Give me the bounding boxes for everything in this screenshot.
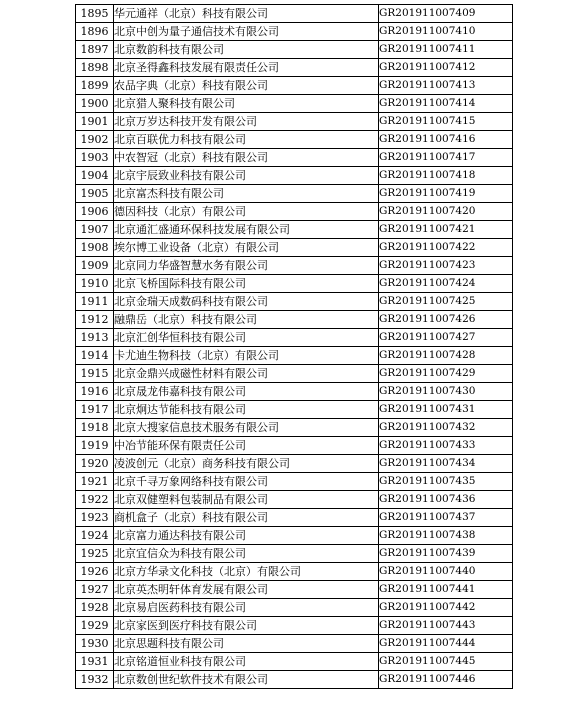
company-name-cell: 北京思题科技有限公司 [114,635,379,653]
certificate-code-cell: GR201911007416 [379,131,513,149]
table-body [76,5,513,689]
table-row [76,545,513,563]
table-row [76,239,513,257]
table-row [76,401,513,419]
row-number-cell: 1911 [76,293,114,311]
row-number-cell: 1904 [76,167,114,185]
company-name-cell: 北京圣得鑫科技发展有限责任公司 [114,59,379,77]
table-row [76,509,513,527]
table-row [76,167,513,185]
certificate-code-cell: GR201911007442 [379,599,513,617]
certificate-code-cell: GR201911007432 [379,419,513,437]
certificate-code-cell: GR201911007417 [379,149,513,167]
company-name-cell: 北京通汇盛通环保科技发展有限公司 [114,221,379,239]
company-name-cell: 埃尔博工业设备（北京）有限公司 [114,239,379,257]
row-number-cell: 1919 [76,437,114,455]
certificate-code-cell: GR201911007426 [379,311,513,329]
table-row [76,23,513,41]
company-name-cell: 北京铭道恒业科技有限公司 [114,653,379,671]
certificate-code-cell: GR201911007428 [379,347,513,365]
row-number-cell: 1906 [76,203,114,221]
certificate-code-cell: GR201911007423 [379,257,513,275]
row-number-cell: 1895 [76,5,114,23]
certificate-code-cell: GR201911007437 [379,509,513,527]
row-number-cell: 1928 [76,599,114,617]
table-row [76,149,513,167]
certificate-code-cell: GR201911007418 [379,167,513,185]
table-row [76,185,513,203]
enterprise-registry-table [75,4,513,689]
certificate-code-cell: GR201911007419 [379,185,513,203]
table-row [76,365,513,383]
certificate-code-cell: GR201911007424 [379,275,513,293]
certificate-code-cell: GR201911007443 [379,617,513,635]
row-number-cell: 1930 [76,635,114,653]
company-name-cell: 北京万岁达科技开发有限公司 [114,113,379,131]
company-name-cell: 北京猎人聚科技有限公司 [114,95,379,113]
company-name-cell: 北京宜信众为科技有限公司 [114,545,379,563]
company-name-cell: 北京中创为量子通信技术有限公司 [114,23,379,41]
company-name-cell: 北京晟龙伟嘉科技有限公司 [114,383,379,401]
row-number-cell: 1907 [76,221,114,239]
document-page [75,4,513,689]
company-name-cell: 凌波创元（北京）商务科技有限公司 [114,455,379,473]
table-row [76,5,513,23]
table-row [76,329,513,347]
table-row [76,527,513,545]
certificate-code-cell: GR201911007421 [379,221,513,239]
row-number-cell: 1912 [76,311,114,329]
certificate-code-cell: GR201911007412 [379,59,513,77]
certificate-code-cell: GR201911007445 [379,653,513,671]
company-name-cell: 融鼎岳（北京）科技有限公司 [114,311,379,329]
table-row [76,77,513,95]
row-number-cell: 1920 [76,455,114,473]
company-name-cell: 北京家医到医疗科技有限公司 [114,617,379,635]
table-row [76,617,513,635]
certificate-code-cell: GR201911007415 [379,113,513,131]
company-name-cell: 北京汇创华恒科技有限公司 [114,329,379,347]
company-name-cell: 北京金鼎兴成磁性材料有限公司 [114,365,379,383]
certificate-code-cell: GR201911007413 [379,77,513,95]
certificate-code-cell: GR201911007446 [379,671,513,689]
company-name-cell: 德因科技（北京）有限公司 [114,203,379,221]
table-row [76,311,513,329]
row-number-cell: 1899 [76,77,114,95]
table-row [76,473,513,491]
company-name-cell: 北京宇辰致业科技有限公司 [114,167,379,185]
row-number-cell: 1926 [76,563,114,581]
table-row [76,599,513,617]
company-name-cell: 北京富杰科技有限公司 [114,185,379,203]
company-name-cell: 北京富力通达科技有限公司 [114,527,379,545]
row-number-cell: 1916 [76,383,114,401]
company-name-cell: 商机盒子（北京）科技有限公司 [114,509,379,527]
table-row [76,347,513,365]
table-row [76,383,513,401]
certificate-code-cell: GR201911007411 [379,41,513,59]
certificate-code-cell: GR201911007409 [379,5,513,23]
row-number-cell: 1915 [76,365,114,383]
row-number-cell: 1914 [76,347,114,365]
company-name-cell: 北京金瑞天成数码科技有限公司 [114,293,379,311]
row-number-cell: 1913 [76,329,114,347]
table-row [76,131,513,149]
certificate-code-cell: GR201911007439 [379,545,513,563]
certificate-code-cell: GR201911007433 [379,437,513,455]
company-name-cell: 北京炯达节能科技有限公司 [114,401,379,419]
certificate-code-cell: GR201911007444 [379,635,513,653]
company-name-cell: 农品字典（北京）科技有限公司 [114,77,379,95]
company-name-cell: 中农智冠（北京）科技有限公司 [114,149,379,167]
row-number-cell: 1898 [76,59,114,77]
row-number-cell: 1927 [76,581,114,599]
row-number-cell: 1903 [76,149,114,167]
row-number-cell: 1924 [76,527,114,545]
certificate-code-cell: GR201911007429 [379,365,513,383]
table-row [76,581,513,599]
row-number-cell: 1921 [76,473,114,491]
company-name-cell: 北京同力华盛智慧水务有限公司 [114,257,379,275]
certificate-code-cell: GR201911007427 [379,329,513,347]
company-name-cell: 北京易启医药科技有限公司 [114,599,379,617]
certificate-code-cell: GR201911007440 [379,563,513,581]
row-number-cell: 1931 [76,653,114,671]
table-row [76,437,513,455]
row-number-cell: 1908 [76,239,114,257]
row-number-cell: 1902 [76,131,114,149]
certificate-code-cell: GR201911007441 [379,581,513,599]
certificate-code-cell: GR201911007438 [379,527,513,545]
row-number-cell: 1923 [76,509,114,527]
table-row [76,455,513,473]
row-number-cell: 1897 [76,41,114,59]
row-number-cell: 1925 [76,545,114,563]
certificate-code-cell: GR201911007420 [379,203,513,221]
row-number-cell: 1922 [76,491,114,509]
company-name-cell: 北京千寻万象网络科技有限公司 [114,473,379,491]
table-row [76,95,513,113]
company-name-cell: 北京飞桥国际科技有限公司 [114,275,379,293]
company-name-cell: 华元通祥（北京）科技有限公司 [114,5,379,23]
certificate-code-cell: GR201911007435 [379,473,513,491]
row-number-cell: 1896 [76,23,114,41]
company-name-cell: 北京双健塑料包装制品有限公司 [114,491,379,509]
table-row [76,671,513,689]
certificate-code-cell: GR201911007430 [379,383,513,401]
table-row [76,635,513,653]
row-number-cell: 1910 [76,275,114,293]
table-row [76,275,513,293]
company-name-cell: 北京大搜家信息技术服务有限公司 [114,419,379,437]
certificate-code-cell: GR201911007425 [379,293,513,311]
table-row [76,419,513,437]
row-number-cell: 1932 [76,671,114,689]
table-row [76,653,513,671]
certificate-code-cell: GR201911007436 [379,491,513,509]
row-number-cell: 1909 [76,257,114,275]
certificate-code-cell: GR201911007431 [379,401,513,419]
certificate-code-cell: GR201911007434 [379,455,513,473]
company-name-cell: 北京方华录文化科技（北京）有限公司 [114,563,379,581]
table-row [76,41,513,59]
certificate-code-cell: GR201911007410 [379,23,513,41]
table-row [76,203,513,221]
row-number-cell: 1918 [76,419,114,437]
company-name-cell: 北京英杰明轩体育发展有限公司 [114,581,379,599]
row-number-cell: 1900 [76,95,114,113]
row-number-cell: 1917 [76,401,114,419]
table-row [76,59,513,77]
table-row [76,257,513,275]
company-name-cell: 北京百联优力科技有限公司 [114,131,379,149]
row-number-cell: 1901 [76,113,114,131]
company-name-cell: 卡尤迪生物科技（北京）有限公司 [114,347,379,365]
row-number-cell: 1929 [76,617,114,635]
company-name-cell: 北京数韵科技有限公司 [114,41,379,59]
table-row [76,563,513,581]
company-name-cell: 中冶节能环保有限责任公司 [114,437,379,455]
table-row [76,221,513,239]
table-row [76,491,513,509]
certificate-code-cell: GR201911007414 [379,95,513,113]
company-name-cell: 北京数创世纪软件技术有限公司 [114,671,379,689]
certificate-code-cell: GR201911007422 [379,239,513,257]
row-number-cell: 1905 [76,185,114,203]
table-row [76,293,513,311]
table-row [76,113,513,131]
